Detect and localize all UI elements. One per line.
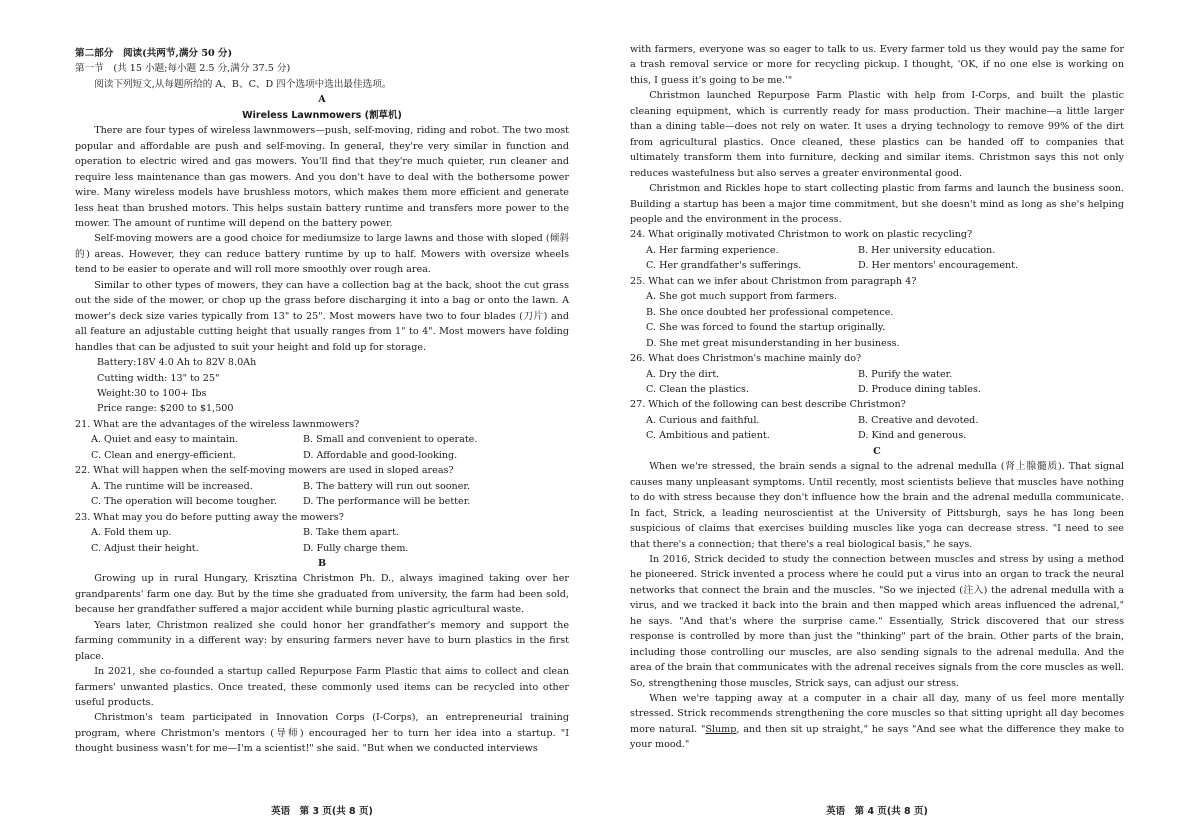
option-24b: B. Her university education. [858,244,996,256]
question-23: 23. What may you do before putting away the mowers? [75,511,344,523]
spec-battery: Battery:18V 4.0 Ah to 82V 8.0Ah [97,357,257,369]
passage-b-para-4-continued: with farmers, everyone was so eager to talk to us. Every farmer told us they would pay the same for a trash removal service or more for recycling pickup. I thought, 'OK, if no one else is working on this, I guess it's going to be me.'" [630,44,1124,86]
option-22d: D. The performance will be better. [303,496,471,508]
option-22a: A. The runtime will be increased. [91,480,253,492]
passage-b-para-3: In 2021, she co-founded a startup called Repurpose Farm Plastic that aims to collect and clean farmers' unwanted plastics. Once treated, these commonly used items can be recycled into other useful products. [75,666,569,709]
passage-b-label: B [317,557,327,569]
question-21-options-row-2 [75,448,569,463]
question-27: 27. Which of the following can best describe Christmon? [630,399,906,411]
question-27-options-row-1 [630,413,1124,428]
option-22c: C. The operation will become tougher. [91,496,277,508]
question-26-options-row-1 [630,367,1124,382]
option-23d: D. Fully charge them. [303,542,409,554]
passage-b-para-2: Years later, Christmon realized she could honor her grandfather's memory and support the farming community in a different way: by ensuring farmers never have to burn plastics in the first place. [75,619,569,662]
option-24a: A. Her farming experience. [646,244,779,256]
question-25: 25. What can we infer about Christmon from paragraph 4? [630,275,917,287]
question-24-options-row-2 [630,258,1124,273]
page-footer-left: 英语 第 3 页(共 8 页) [271,805,373,817]
passage-a-para-2: Self-moving mowers are a good choice for mediumsize to large lawns and those with sloped (倾斜的) areas. However, they can reduce battery runtime by up to half. Mowers with oversize wheels tend to be easier to operate and will roll more smoothly over rough area. [75,233,569,276]
passage-c-label: C [873,445,881,457]
passage-c-para-3 [630,691,1124,753]
passage-b-para-4: Christmon's team participated in Innovation Corps (I-Corps), an entrepreneurial training program, where Christmon's mentors (导师) encouraged her to turn her idea into a startup. "I thought business wasn't for me—I'm a scientist!" she said. "But when we conducted interviews [75,712,569,755]
option-23b: B. Take them apart. [303,527,399,539]
question-23-options-row-2 [75,541,569,556]
page-footer-right: 英语 第 4 页(共 8 页) [826,805,928,817]
question-22: 22. What will happen when the self-moving mowers are used in sloped areas? [75,465,454,477]
question-24: 24. What originally motivated Christmon to work on plastic recycling? [630,229,973,241]
question-21: 21. What are the advantages of the wireless lawnmowers? [75,418,360,430]
passage-c-para-3-end: , and then sit up straight," he says "And see what the difference they make to your mood." [630,723,1124,751]
section-header: 第一节 (共 15 小题;每小题 2.5 分,满分 37.5 分) [75,63,291,75]
spec-cutting-width: Cutting width: 13" to 25" [97,372,220,384]
question-26-options-row-2 [630,382,1124,397]
option-27d: D. Kind and generous. [858,430,967,442]
passage-a-label: A [318,94,326,106]
question-22-options-row-2 [75,494,569,509]
spec-weight: Weight:30 to 100+ Ibs [97,387,207,399]
option-24d: D. Her mentors' encouragement. [858,260,1019,272]
option-26c: C. Clean the plastics. [646,383,750,395]
option-21c: C. Clean and energy-efficient. [91,449,236,461]
option-26a: A. Dry the dirt. [646,368,720,380]
option-27b: B. Creative and devoted. [858,414,979,426]
option-25b: B. She once doubted her professional competence. [646,306,894,318]
passage-a-para-3: Similar to other types of mowers, they can have a collection bag at the back, shoot the cut grass out the side of the mower, or chop up the grass before discharging it into a bag or onto the lawn. A mower's deck size varies typically from 13" to 25". Most mowers have two to four blades (刀片) and all feature an adjustable cutting height that usually ranges from 1" to 4". Most mowers have folding handles that can be adjusted to suit your height and fold up for storage. [75,279,569,353]
question-21-options-row-1 [75,432,569,447]
option-21a: A. Quiet and easy to maintain. [91,434,239,446]
passage-a-para-1: There are four types of wireless lawnmowers—push, self-moving, riding and robot. The two most popular and affordable are push and self-moving. In general, they're very similar in function and operation to electric wired and gas mowers. You'll find that they're much quieter, run cleaner and require less maintenance than gas mowers. And you don't have to deal with the bothersome power wire. Many wireless models have brushless motors, which makes them more efficient and generate less heat than brushed motors. This helps sustain battery runtime and transfers more power to the mower. The amount of runtime will depend on the battery power. [75,125,569,229]
option-26d: D. Produce dining tables. [858,383,981,395]
question-26: 26. What does Christmon's machine mainly do? [630,353,862,365]
option-21b: B. Small and convenient to operate. [303,434,478,446]
spec-list [75,355,569,417]
part-header: 第二部分 阅读(共两节,满分 50 分) [75,48,233,59]
option-25c: C. She was forced to found the startup originally. [646,322,886,334]
page-right [630,0,1124,827]
passage-c-para-2: In 2016, Strick decided to study the connection between muscles and stress by using a method he pioneered. Strick invented a process where he could put a virus into an organ to track the neural networks that connect the brain and the muscles. "So we injected (注入) the adrenal medulla with a virus, and we tracked it back into the brain and then mapped which areas influenced the adrenal," he says. "And that's where the surprise came." Essentially, Strick discovered that our stress response is controlled by more than just the "thinking" part of the brain. Other parts of the brain, including those controlling our muscles, are also sending signals to the adrenal medulla. And the area of the brain that communicates with the adrenal receives signals from the core muscles as well. So, strengthening those muscles, Strick says, can adjust our stress. [630,553,1124,689]
option-25a: A. She got much support from farmers. [646,291,838,303]
passage-a-title: Wireless Lawnmowers (割草机) [242,109,402,121]
underlined-word-slump: Slump [705,723,737,735]
passage-c-para-1: When we're stressed, the brain sends a signal to the adrenal medulla (肾上腺髓质). That signal causes many unpleasant symptoms. Until recently, most scientists believe that muscles have nothing to do with stress because they don't influence how the brain and the adrenal medulla communicate. In fact, Strick, a leading neuroscientist at the University of Pittsburgh, says he has long been suspicious of claims that exercises building muscles like yoga can decrease stress. "I need to see that there's a connection; that there's a real biological basis," he says. [630,461,1124,550]
option-23c: C. Adjust their height. [91,542,199,554]
option-23a: A. Fold them up. [91,527,172,539]
option-24c: C. Her grandfather's sufferings. [646,260,802,272]
option-22b: B. The battery will run out sooner. [303,480,470,492]
passage-b-para-1: Growing up in rural Hungary, Krisztina Christmon Ph. D., always imagined taking over her grandparents' farm one day. But by the time she graduated from university, the farm had been sold, because her grandfather suffered a major accident while burning plastic agricultural waste. [75,573,569,616]
passage-b-para-5: Christmon launched Repurpose Farm Plastic with help from I-Corps, and built the plastic cleaning equipment, which is currently ready for mass production. Their machine—a little larger than a dining table—does not rely on water. It uses a drying technology to remove 99% of the dirt from agricultural plastics. Once cleaned, these plastics can be handed off to companies that ultimately transform them into furniture, decking and similar items. Christmon says this not only reduces wastefulness but also serves a greater environmental good. [630,90,1124,179]
question-27-options-row-2 [630,428,1124,443]
option-25d: D. She met great misunderstanding in her business. [646,337,900,349]
option-27c: C. Ambitious and patient. [646,430,770,442]
question-22-options-row-1 [75,479,569,494]
option-26b: B. Purify the water. [858,368,953,380]
question-23-options-row-1 [75,525,569,540]
spec-price: Price range: $200 to $1,500 [97,403,234,415]
question-24-options-row-1 [630,243,1124,258]
instruction: 阅读下列短文,从每题所给的 A、B、C、D 四个选项中选出最佳选项。 [94,78,392,90]
passage-b-para-6: Christmon and Rickles hope to start collecting plastic from farms and launch the business soon. Building a startup has been a major time commitment, but she doesn't mind as long as she's helping people and the environment in the process. [630,183,1124,225]
option-27a: A. Curious and faithful. [646,414,760,426]
option-21d: D. Affordable and good-looking. [303,449,458,461]
page-left [75,0,569,827]
passage-c-para-3-start: When we're tapping away at a computer in a chair all day, many of us feel more mentally stressed. Strick recommends strengthening the core muscles so that sitting upright all day becomes more natural. " [630,693,1124,735]
